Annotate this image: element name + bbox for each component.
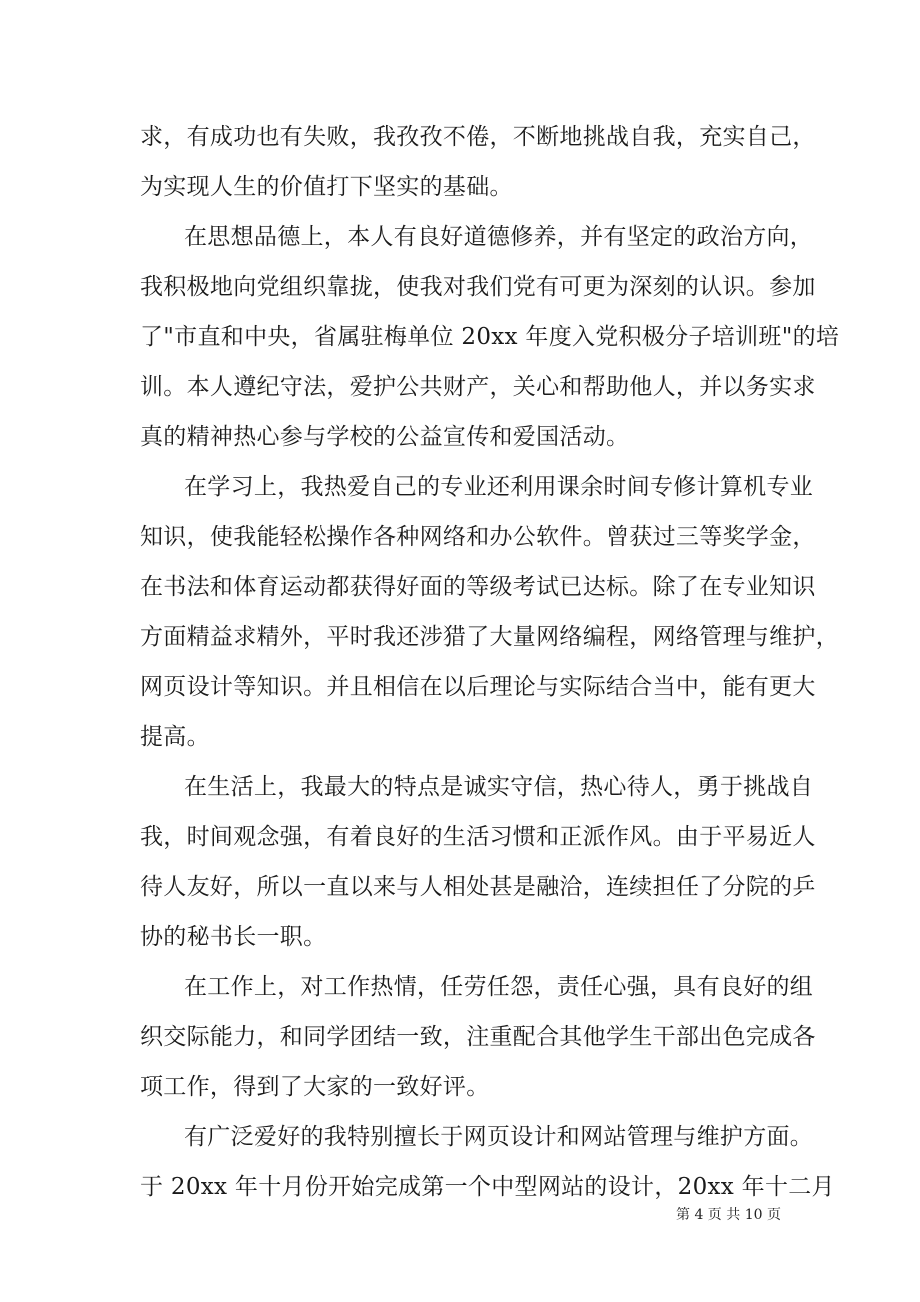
page-number-footer: 第 4 页 共 10 页: [676, 1207, 781, 1223]
text-line: 待人友好，所以一直以来与人相处甚是融洽，连续担任了分院的乒: [140, 874, 816, 900]
text-line: 为实现人生的价值打下坚实的基础。: [140, 174, 513, 200]
text-line: 训。本人遵纪守法，爱护公共财产，关心和帮助他人，并以务实求: [140, 374, 816, 400]
text-line: 知识，使我能轻松操作各种网络和办公软件。曾获过三等奖学金，: [140, 524, 816, 550]
text-line: 了"市直和中央，省属驻梅单位 20xx 年度入党积极分子培训班"的培: [140, 324, 840, 350]
text-line: 项工作，得到了大家的一致好评。: [140, 1074, 490, 1100]
paragraph-start-line: 在生活上，我最大的特点是诚实守信，热心待人，勇于挑战自: [184, 774, 814, 800]
paragraph-start-line: 在学习上，我热爱自己的专业还利用课余时间专修计算机专业: [184, 474, 814, 500]
text-line: 求，有成功也有失败，我孜孜不倦，不断地挑战自我，充实自己，: [140, 124, 816, 150]
text-line: 于 20xx 年十月份开始完成第一个中型网站的设计，20xx 年十二月: [140, 1174, 835, 1200]
text-line: 真的精神热心参与学校的公益宣传和爱国活动。: [140, 424, 630, 450]
text-line: 网页设计等知识。并且相信在以后理论与实际结合当中，能有更大: [140, 674, 816, 700]
text-line: 我，时间观念强，有着良好的生活习惯和正派作风。由于平易近人: [140, 824, 816, 850]
paragraph-start-line: 在工作上，对工作热情，任劳任怨，责任心强，具有良好的组: [184, 974, 814, 1000]
text-line: 协的秘书长一职。: [140, 924, 327, 950]
paragraph-start-line: 有广泛爱好的我特别擅长于网页设计和网站管理与维护方面。: [184, 1124, 814, 1150]
text-line: 方面精益求精外，平时我还涉猎了大量网络编程，网络管理与维护，: [140, 624, 839, 650]
text-line: 织交际能力，和同学团结一致，注重配合其他学生干部出色完成各: [140, 1024, 816, 1050]
text-line: 我积极地向党组织靠拢，使我对我们党有可更为深刻的认识。参加: [140, 274, 816, 300]
text-line: 在书法和体育运动都获得好面的等级考试已达标。除了在专业知识: [140, 574, 816, 600]
text-line: 提高。: [140, 724, 210, 750]
paragraph-start-line: 在思想品德上，本人有良好道德修养，并有坚定的政治方向，: [184, 224, 814, 250]
